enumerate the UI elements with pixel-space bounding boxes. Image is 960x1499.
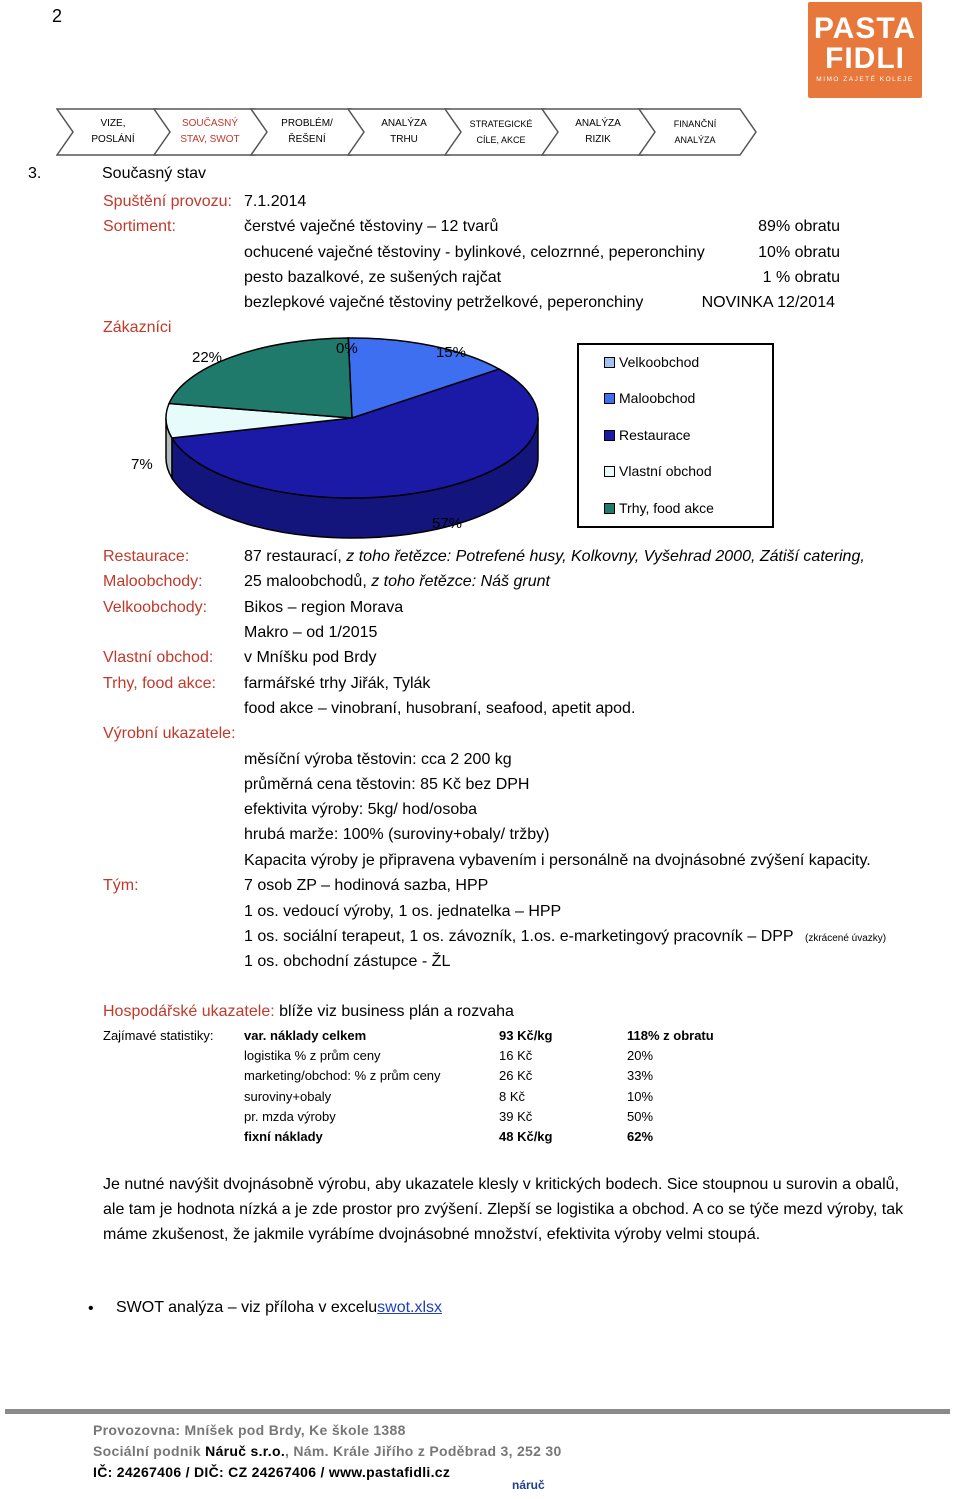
detail-label-vlastni-obchod: Vlastní obchod: [103,649,214,666]
nav-label-1: STRATEGICKÉ [469,119,533,129]
legend-swatch [604,357,615,368]
footer-brand: Náruč s.r.o. [205,1443,286,1459]
production-label: Výrobní ukazatele: [103,725,236,742]
launch-label: Spuštění provozu: [103,193,232,210]
legend-item-maloobchod [619,390,695,406]
team-item: 1 os. vedoucí výroby, 1 os. jednatelka – HPP [244,903,562,920]
stats-row-name: fixní náklady [244,1129,323,1144]
legend-swatch [604,466,615,477]
production-item: Kapacita výroby je připravena vybavením i personálně na dvojnásobné zvýšení kapacity. [244,852,871,869]
nav-label-1: ANALÝZA [575,118,621,129]
detail-text: 87 restaurací, [244,548,347,565]
pasta-fidli-logo [808,2,922,98]
launch-value: 7.1.2014 [244,193,307,210]
detail-restaurace [244,548,865,566]
economics-text: blíže viz business plán a rozvaha [274,1003,514,1020]
footer-line2-rest: , Nám. Krále Jiřího z Poděbrad 3, 252 30 [285,1443,562,1459]
production-item: průměrná cena těstovin: 85 Kč bez DPH [244,776,530,793]
nav-label-1: VIZE, [100,118,126,129]
sortiment-item: ochucené vaječné těstoviny - bylinkové, celozrnné, peperonchiny [244,244,705,261]
sortiment-item: pesto bazalkové, ze sušených rajčat [244,269,502,286]
detail-makro: Makro – od 1/2015 [244,624,378,641]
stats-row-value: 16 Kč [499,1048,533,1064]
pie-label-vlastni-obchod: 7% [131,456,153,473]
logo-line1: PASTA [813,12,917,45]
footer-line1: Provozovna: Mníšek pod Brdy, Ke škole 1388 [93,1422,406,1438]
legend-label: Vlastní obchod [619,463,712,479]
legend-label: Restaurace [619,427,691,443]
production-item: efektivita výroby: 5kg/ hod/osoba [244,801,478,818]
legend-item-vlastni-obchod [619,463,712,479]
conclusion-line: máme zkušenost, že jakmile vyrábíme dvojnásobné množství, efektivita výroby velmi stoupá. [103,1226,761,1243]
nav-label-2: ANALÝZA [674,135,716,145]
detail-label-trhy: Trhy, food akce: [103,675,216,692]
detail-label-restaurace: Restaurace: [103,548,190,565]
nav-label-2: POSLÁNÍ [91,134,135,145]
stats-row-name: marketing/obchod: % z prům ceny [244,1068,441,1084]
conclusion-line: Je nutné navýšit dvojnásobně výrobu, aby ukazatele klesly v kritických bodech. Sice stoupnou u surovin a obalů, [103,1176,900,1193]
stats-row-value: 93 Kč/kg [499,1028,553,1043]
conclusion-line: ale tam je hodnota nízká a je zde prostor pro zvýšení. Zlepší se logistika a obchod. A co se týče mezd výroby, tak [103,1201,904,1218]
detail-velkoobchody: Bikos – region Morava [244,599,404,616]
legend-label: Trhy, food akce [619,500,714,516]
legend-swatch [604,430,615,441]
nav-label-2: TRHU [390,134,418,145]
customers-label: Zákazníci [103,319,172,336]
economics-label: Hospodářské ukazatele: [103,1003,275,1020]
detail-label-velkoobchody: Velkoobchody: [103,599,208,616]
production-item: měsíční výroba těstovin: cca 2 200 kg [244,751,512,768]
stats-row-name: var. náklady celkem [244,1028,367,1043]
detail-maloobchody [244,573,550,591]
team-item: 7 osob ZP – hodinová sazba, HPP [244,877,489,894]
legend-item-restaurace [619,427,691,443]
team-label: Tým: [103,877,139,894]
sortiment-item: čerstvé vaječné těstoviny – 12 tvarů [244,218,499,235]
naruc-logo: náruč [512,1478,545,1492]
swot-link[interactable]: swot.xlsx [377,1299,443,1316]
sortiment-share: 1 % obratu [762,269,840,286]
customers-pie-chart [120,330,560,540]
stats-row-value: 26 Kč [499,1068,533,1084]
section-title: Současný stav [102,165,207,182]
nav-label-1: SOUČASNÝ [181,118,239,129]
stats-row-pct: 50% [627,1108,654,1124]
footer-rule [5,1409,950,1414]
stats-row-pct: 118% z obratu [627,1028,714,1043]
nav-label-1: PROBLÉM/ [281,118,333,129]
footer-line2-prefix: Sociální podnik [93,1443,206,1459]
team-item: 1 os. obchodní zástupce - ŽL [244,953,451,970]
sortiment-label: Sortiment: [103,218,176,235]
stats-row-name: suroviny+obaly [244,1088,332,1104]
detail-vlastni-obchod: v Mníšku pod Brdy [244,649,377,666]
detail-text-italic: z toho řetězce: Náš grunt [371,573,550,590]
stats-row-pct: 62% [627,1129,654,1144]
legend-label: Velkoobchod [619,354,700,370]
legend-swatch [604,393,615,404]
sortiment-share: NOVINKA 12/2014 [701,294,835,311]
pie-label-restaurace: 57% [432,515,463,532]
legend-item-velkoobchod [619,354,699,370]
stats-label: Zajímavé statistiky: [103,1028,214,1043]
nav-label-2: RIZIK [585,134,611,145]
logo-line2: FIDLI [825,42,905,75]
section-number: 3. [28,165,42,182]
stats-row-name: pr. mzda výroby [244,1108,336,1124]
logo-tagline: MIMO ZAJETÉ KOLEJE [816,76,914,83]
chart-legend [577,343,774,528]
swot-text: SWOT analýza – viz příloha v excelu [116,1299,378,1316]
page-number: 2 [52,6,63,26]
pie-label-trhy: 22% [192,349,223,366]
nav-label-2: CÍLE, AKCE [476,135,526,145]
stats-row-value: 39 Kč [499,1108,533,1124]
team-item: 1 os. sociální terapeut, 1 os. závozník, 1.os. e-marketingový pracovník – DPP [244,928,794,945]
sortiment-share: 89% obratu [758,218,840,235]
footer-line3: IČ: 24267406 / DIČ: CZ 24267406 / www.pastafidli.cz [93,1464,451,1480]
legend-swatch [604,503,615,514]
nav-label-1: ANALÝZA [381,118,427,129]
stats-row-value: 48 Kč/kg [499,1129,553,1144]
nav-label-1: FINANČNÍ [673,119,717,129]
stats-row-pct: 20% [627,1048,654,1064]
stats-row-pct: 10% [627,1088,654,1104]
footer-line2 [93,1443,562,1459]
detail-food-akce: food akce – vinobraní, husobraní, seafood, apetit apod. [244,700,636,717]
bullet-icon: • [88,1300,94,1317]
detail-label-maloobchody: Maloobchody: [103,573,203,590]
detail-trhy: farmářské trhy Jiřák, Tylák [244,675,431,692]
team-note: (zkrácené úvazky) [805,933,887,944]
pie-label-velkoobchod: 0% [336,340,358,357]
sortiment-share: 10% obratu [758,244,840,261]
sortiment-item: bezlepkové vaječné těstoviny petrželkové, peperonchiny [244,294,644,311]
detail-text: 25 maloobchodů, [244,573,372,590]
stats-row-name: logistika % z prům ceny [244,1048,381,1064]
detail-text-italic: z toho řetězce: Potrefené husy, Kolkovny, Vyšehrad 2000, Zátiší catering, [346,548,865,565]
nav-step-financni-analyza[interactable] [638,108,758,156]
stats-row-pct: 33% [627,1068,654,1084]
swot-line [116,1299,442,1317]
production-item: hrubá marže: 100% (suroviny+obaly/ tržby) [244,826,550,843]
legend-item-trhy [619,500,714,516]
nav-label-2: ŘEŠENÍ [288,134,326,145]
legend-label: Maloobchod [619,390,696,406]
nav-label-2: STAV, SWOT [180,134,240,145]
economics-heading [103,1003,514,1021]
pie-label-maloobchod: 15% [436,344,467,361]
stats-row-value: 8 Kč [499,1088,526,1104]
